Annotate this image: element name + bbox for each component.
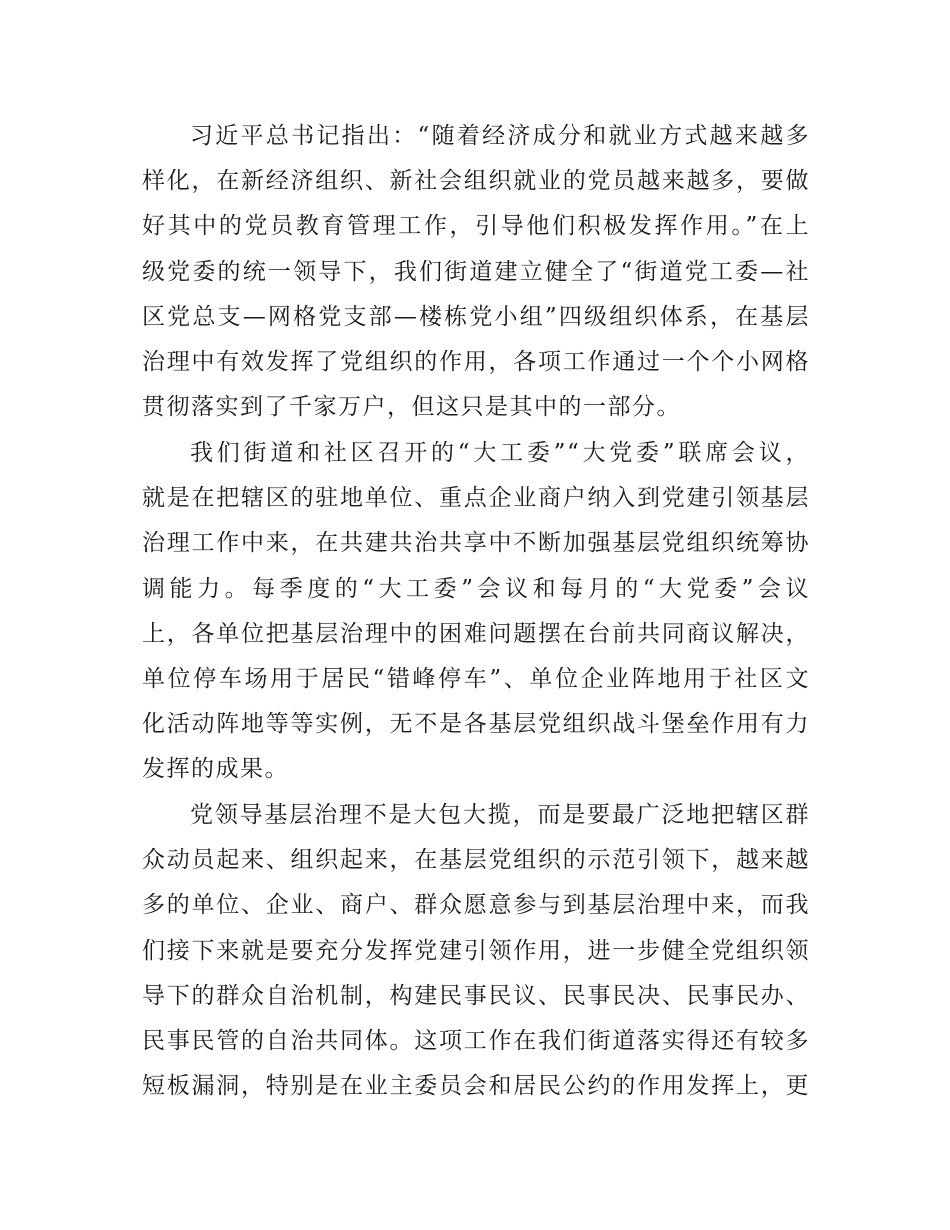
paragraph-line: 级党委的统一领导下，我们街道建立健全了“街道党工委—社 <box>142 258 810 285</box>
paragraph-3 <box>142 793 810 1109</box>
paragraph-line: 导下的群众自治机制，构建民事民议、民事民决、民事民办、 <box>142 982 810 1009</box>
paragraph-line: 多的单位、企业、商户、群众愿意参与到基层治理中来，而我 <box>142 892 810 919</box>
paragraph-2 <box>142 431 810 793</box>
paragraph-line: 我们街道和社区召开的“大工委”“大党委”联席会议， <box>190 440 810 466</box>
paragraph-line: 贯彻落实到了千家万户，但这只是其中的一部分。 <box>142 394 681 421</box>
paragraph-line: 就是在把辖区的驻地单位、重点企业商户纳入到党建引领基层 <box>142 485 810 512</box>
paragraph-line: 样化，在新经济组织、新社会组织就业的党员越来越多，要做 <box>142 168 810 195</box>
paragraph-line: 短板漏洞，特别是在业主委员会和居民公约的作用发挥上，更 <box>142 1073 810 1100</box>
paragraph-line: 党领导基层治理不是大包大揽，而是要最广泛地把辖区群 <box>190 802 810 828</box>
paragraph-line: 上，各单位把基层治理中的困难问题摆在台前共同商议解决， <box>142 620 810 647</box>
paragraph-line: 单位停车场用于居民“错峰停车”、单位企业阵地用于社区文 <box>142 665 810 692</box>
paragraph-line: 区党总支—网格党支部—楼栋党小组”四级组织体系，在基层 <box>142 303 810 330</box>
paragraph-line: 们接下来就是要充分发挥党建引领作用，进一步健全党组织领 <box>142 937 810 964</box>
paragraph-1 <box>142 114 810 430</box>
paragraph-line: 治理中有效发挥了党组织的作用，各项工作通过一个个小网格 <box>142 348 810 375</box>
paragraph-line: 好其中的党员教育管理工作，引导他们积极发挥作用。”在上 <box>142 213 810 240</box>
paragraph-line: 治理工作中来，在共建共治共享中不断加强基层党组织统筹协 <box>142 530 810 557</box>
paragraph-line: 调能力。每季度的“大工委”会议和每月的“大党委”会议 <box>142 575 810 602</box>
paragraph-line: 发挥的成果。 <box>142 756 289 783</box>
paragraph-line: 众动员起来、组织起来，在基层党组织的示范引领下，越来越 <box>142 847 810 874</box>
paragraph-line: 民事民管的自治共同体。这项工作在我们街道落实得还有较多 <box>142 1027 810 1054</box>
paragraph-line: 化活动阵地等等实例，无不是各基层党组织战斗堡垒作用有力 <box>142 711 810 738</box>
paragraph-line: 习近平总书记指出：“随着经济成分和就业方式越来越多 <box>190 123 810 149</box>
